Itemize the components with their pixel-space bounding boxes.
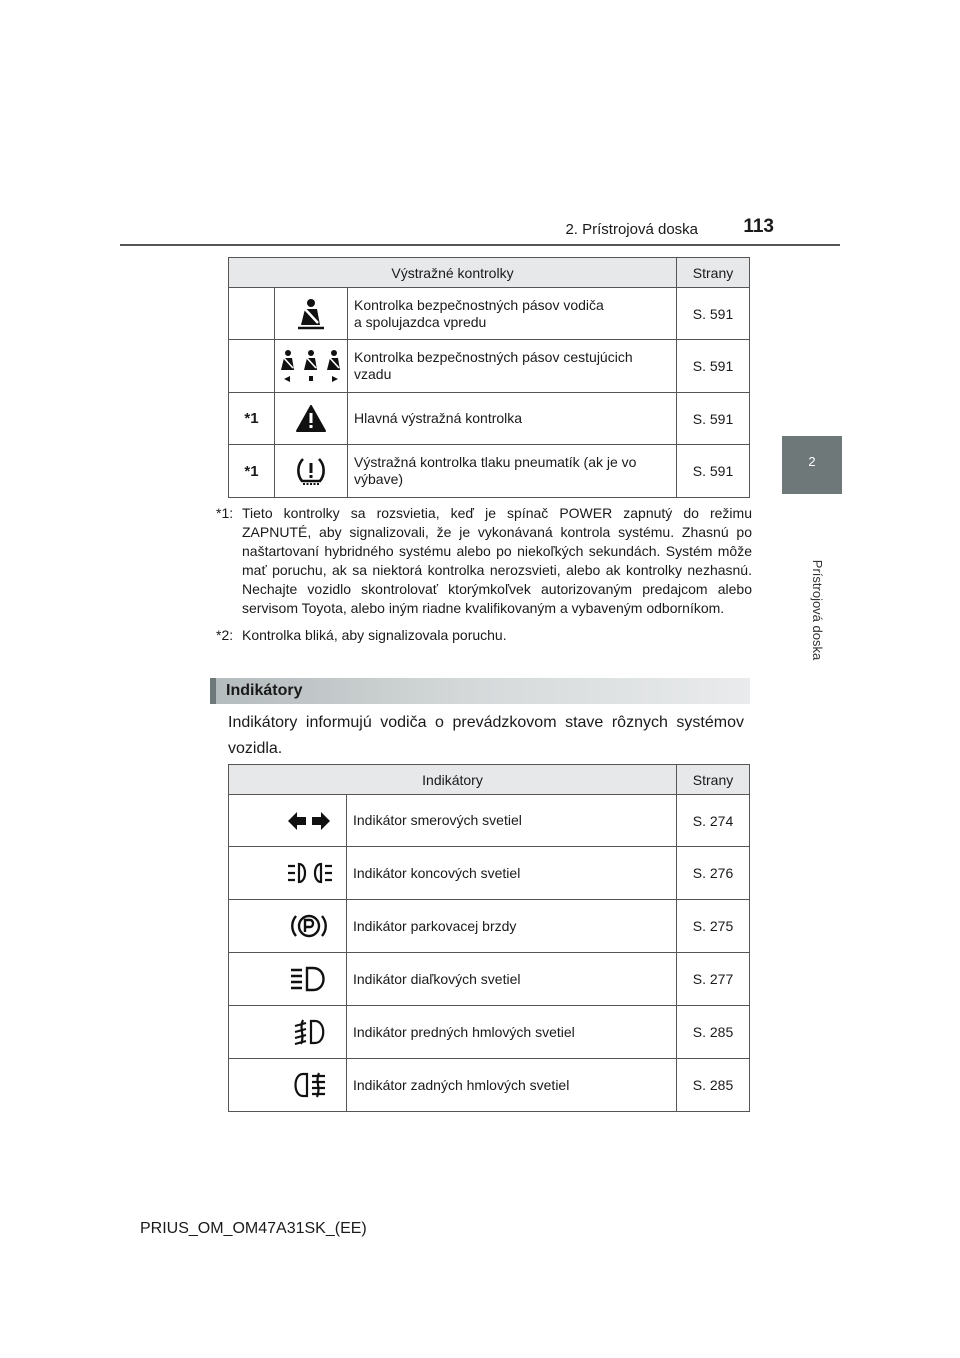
column-header-name: Indikátory [229,765,677,795]
footnote-mark: *1: [216,505,234,521]
row-label: Indikátor diaľkových svetiel [347,953,677,1006]
parking-brake-icon [291,911,327,941]
row-label: Indikátor predných hmlových svetiel [347,1006,677,1059]
row-icon-cell [275,340,348,393]
document-footer: PRIUS_OM_OM47A31SK_(EE) [140,1220,367,1237]
row-page: S. 285 [677,1006,750,1059]
front-fog-icon [293,1019,327,1045]
indicators-table [228,764,750,1112]
row-icon-cell [275,288,348,340]
row-label: Indikátor smerových svetiel [347,795,677,847]
page-number: 113 [743,216,774,237]
row-icon-cell [275,393,348,445]
table-row [229,288,750,340]
seatbelt-rear-icon [278,349,344,383]
footnotes [216,504,752,653]
footnote-text: Tieto kontrolky sa rozsvietia, keď je spínač POWER zapnutý do režimu ZAPNUTÉ, aby signalizovali, že je vykonávaná kontrola systému. Zhasnú po naštartovaní hybridného systému alebo po niekoľkých sekundách. Systém môže mať poruchu, ak sa niektorá kontrolka nerozsvieti, alebo ak kontrolky nezhasnú. Nechajte vozidlo skontrolovať ktorýmkoľvek autorizovaným predajcom alebo servisom Toyota, alebo iným riadne kvalifikovaným a vybaveným odborníkom. [242,505,752,616]
master-warning-icon [296,405,326,433]
table-row [229,340,750,393]
table-row [229,1059,750,1112]
table-row [229,1006,750,1059]
footnote-mark: *1 [244,410,259,427]
row-page: S. 277 [677,953,750,1006]
chapter-label: Prístrojová doska [810,559,825,661]
table-row [229,393,750,445]
row-icon-cell [229,953,347,1006]
rear-fog-icon [293,1072,327,1098]
row-page: S. 285 [677,1059,750,1112]
column-header-page: Strany [677,765,750,795]
row-label: Hlavná výstražná kontrolka [348,393,677,445]
chapter-tab[interactable] [782,436,842,494]
row-icon-cell [229,1059,347,1112]
section-heading: Indikátory [210,678,750,704]
tire-pressure-icon [295,455,327,487]
row-label: Kontrolka bezpečnostných pásov cestujúcich vzadu [348,340,677,393]
table-row [229,795,750,847]
footnote [216,626,752,645]
table-row [229,847,750,900]
footnote [216,504,752,618]
chapter-number: 2 [808,454,816,469]
row-label: Výstražná kontrolka tlaku pneumatík (ak je vo výbave) [348,445,677,498]
row-icon-cell [229,847,347,900]
high-beam-icon [289,966,329,992]
row-label: Indikátor koncových svetiel [347,847,677,900]
table-row [229,953,750,1006]
row-page: S. 275 [677,900,750,953]
row-page: S. 591 [677,393,750,445]
row-page: S. 591 [677,445,750,498]
table-row [229,445,750,498]
row-icon-cell [229,900,347,953]
row-mark [229,445,275,498]
row-label: Kontrolka bezpečnostných pásov vodiča a spolujazdca vpredu [348,288,677,340]
row-mark [229,393,275,445]
row-page: S. 591 [677,340,750,393]
seatbelt-front-icon [296,298,326,330]
row-icon-cell [229,1006,347,1059]
tail-light-icon [287,861,333,885]
footnote-mark: *2: [216,627,234,643]
warning-lights-table [228,257,750,498]
table-row [229,900,750,953]
row-label: Indikátor parkovacej brzdy [347,900,677,953]
row-icon-cell [275,445,348,498]
row-mark [229,288,275,340]
footnote-text: Kontrolka bliká, aby signalizovala poruchu. [242,627,507,643]
row-mark [229,340,275,393]
row-icon-cell [229,795,347,847]
row-page: S. 276 [677,847,750,900]
column-header-page: Strany [677,258,750,288]
row-page: S. 591 [677,288,750,340]
column-header-name: Výstražné kontrolky [229,258,677,288]
table-header-row [229,765,750,795]
section-title: 2. Prístrojová doska [565,221,698,238]
table-header-row [229,258,750,288]
header-divider [120,244,840,246]
row-label: Indikátor zadných hmlových svetiel [347,1059,677,1112]
turn-signal-icon [287,810,331,832]
section-intro: Indikátory informujú vodiča o prevádzkovom stave rôznych systémov vozidla. [228,714,744,757]
footnote-mark: *1 [244,462,259,480]
row-page: S. 274 [677,795,750,847]
